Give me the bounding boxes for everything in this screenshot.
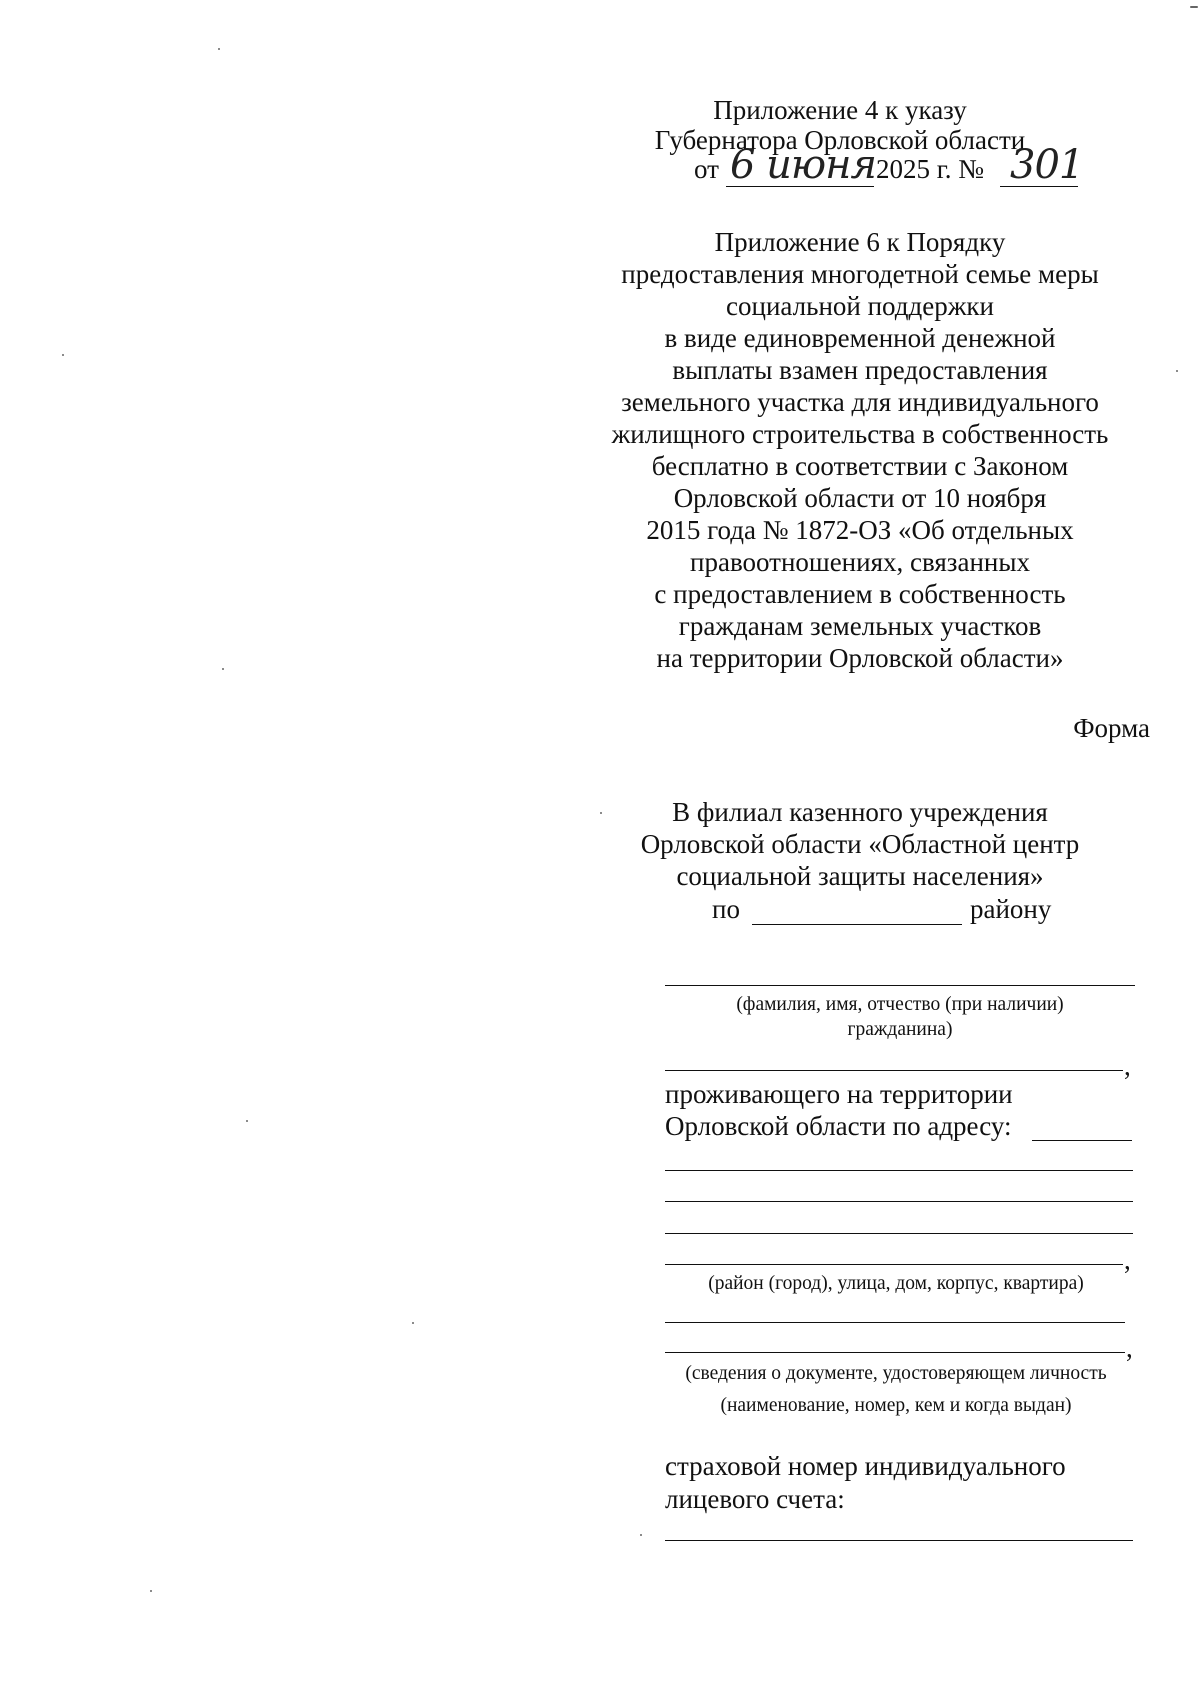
doc-field-2[interactable] [665, 1352, 1125, 1353]
rayonu-label: району [970, 894, 1052, 924]
addressee-line-3: социальной защиты населения» [676, 861, 1044, 891]
scan-speck [1176, 370, 1178, 372]
snils-line-1: страховой номер индивидуального [665, 1451, 1066, 1481]
order-line: с предоставлением в собственность [654, 579, 1066, 609]
scan-speck [246, 1120, 248, 1122]
date-prefix: от [694, 154, 719, 184]
scan-speck [150, 1590, 152, 1592]
address-field-2[interactable] [665, 1201, 1133, 1202]
fio-caption-1: (фамилия, имя, отчество (при наличии) [736, 994, 1064, 1015]
address-field-3[interactable] [665, 1233, 1133, 1234]
order-line: на территории Орловской области» [656, 643, 1064, 673]
doc-caption-1: (сведения о документе, удостоверяющем личность [685, 1363, 1107, 1384]
order-line: в виде единовременной денежной [664, 323, 1056, 353]
fio-caption-2: гражданина) [847, 1019, 953, 1040]
comma: , [1124, 1051, 1131, 1081]
order-line: предоставления многодетной семье меры [621, 259, 1099, 289]
doc-caption-2: (наименование, номер, кем и когда выдан) [720, 1395, 1072, 1416]
fio-field[interactable] [665, 985, 1135, 986]
doc-field-1[interactable] [665, 1322, 1125, 1323]
order-line: социальной поддержки [726, 291, 994, 321]
snils-line-2: лицевого счета: [665, 1484, 845, 1514]
order-line: Орловской области от 10 ноября [673, 483, 1047, 513]
comma: , [1126, 1333, 1133, 1363]
district-field[interactable] [752, 924, 962, 925]
residing-line-2: Орловской области по адресу: [665, 1111, 1012, 1141]
order-line: земельного участка для индивидуального [621, 387, 1099, 417]
po-label: по [712, 894, 740, 924]
scan-speck [412, 1322, 414, 1324]
addressee-line-1: В филиал казенного учреждения [672, 797, 1048, 827]
order-line: бесплатно в соответствии с Законом [651, 451, 1069, 481]
order-line: 2015 года № 1872-ОЗ «Об отдельных [646, 515, 1074, 545]
comma: , [1124, 1245, 1131, 1275]
address-field-0[interactable] [1032, 1140, 1132, 1141]
scan-speck [640, 1534, 642, 1536]
scan-speck [218, 48, 220, 50]
fio-field-2[interactable] [665, 1070, 1123, 1071]
form-label: Форма [1073, 713, 1150, 743]
scan-speck [222, 668, 224, 670]
order-line: гражданам земельных участков [678, 611, 1042, 641]
decree-line-2: Губернатора Орловской области [654, 125, 1026, 155]
scan-speck [1190, 6, 1198, 8]
number-handwritten: 301 [1010, 142, 1084, 188]
address-field-4[interactable] [665, 1264, 1123, 1265]
address-field-1[interactable] [665, 1170, 1133, 1171]
decree-line-1: Приложение 4 к указу [713, 95, 967, 125]
order-line: выплаты взамен предоставления [672, 355, 1048, 385]
year-number-label: 2025 г. № [876, 154, 985, 184]
date-handwritten: 6 июня [730, 142, 876, 188]
order-line: правоотношениях, связанных [690, 547, 1030, 577]
scan-speck [600, 812, 602, 814]
snils-field[interactable] [665, 1540, 1133, 1541]
order-line: Приложение 6 к Порядку [714, 227, 1006, 257]
residing-line-1: проживающего на территории [665, 1079, 1013, 1109]
addressee-line-2: Орловской области «Областной центр [640, 829, 1080, 859]
address-caption: (район (город), улица, дом, корпус, квартира) [708, 1273, 1084, 1294]
order-line: жилищного строительства в собственность [611, 419, 1109, 449]
scan-speck [62, 354, 64, 356]
